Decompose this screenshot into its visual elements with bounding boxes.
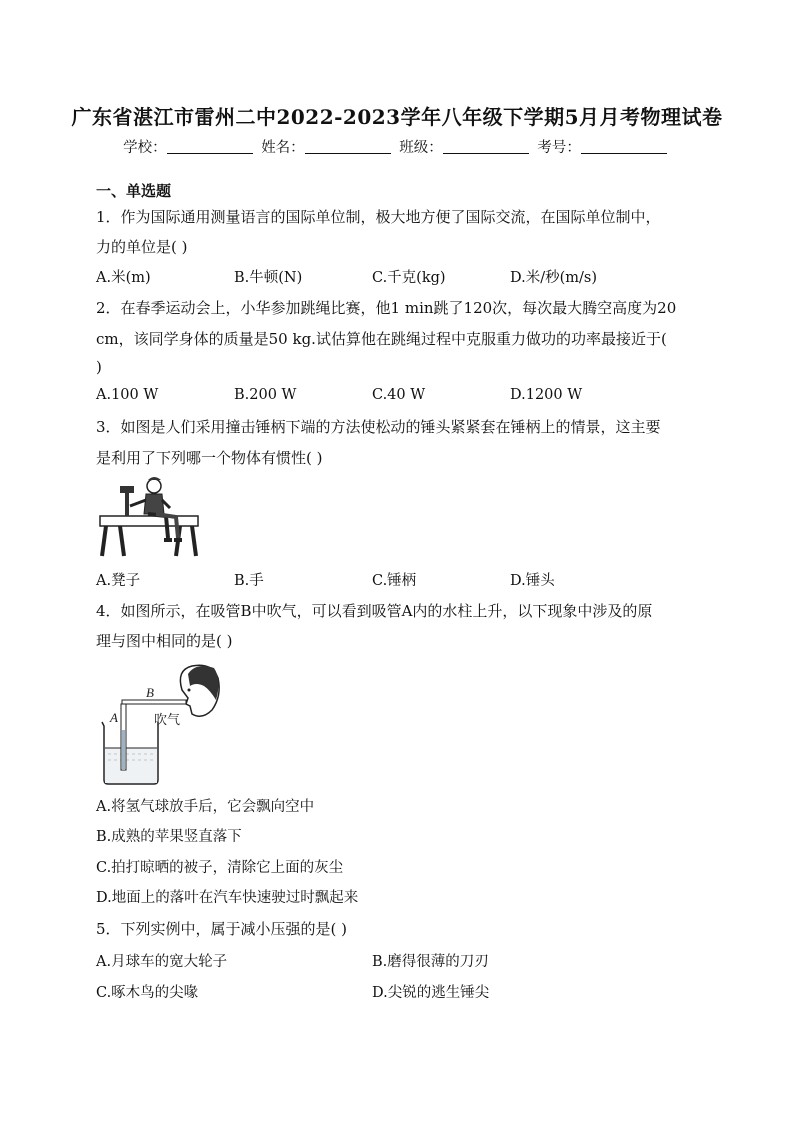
q1-stem-line2: 力的单位是( ) xyxy=(96,238,188,256)
class-label: 班级： xyxy=(399,140,443,156)
q4-option-a: A.将氢气球放手后，它会飘向空中 xyxy=(96,799,315,815)
q3-stem-line2: 是利用了下列哪一个物体有惯性( ) xyxy=(96,449,323,467)
q2-stem-line3: ) xyxy=(96,358,102,376)
q4-option-b: B.成熟的苹果竖直落下 xyxy=(96,829,242,845)
hammer-bench-illustration xyxy=(96,476,202,560)
q2-option-b: B.200 W xyxy=(234,387,297,403)
q3-option-d: D.锤头 xyxy=(510,573,555,589)
label-b: B xyxy=(146,685,154,700)
q5-option-b: B.磨得很薄的刀刃 xyxy=(372,954,489,970)
q1-option-d: D.米/秒(m/s) xyxy=(510,270,597,286)
school-blank xyxy=(167,139,253,154)
q4-option-d: D.地面上的落叶在汽车快速驶过时飘起来 xyxy=(96,890,359,906)
student-info-row xyxy=(0,136,794,157)
exam-number-label: 考号： xyxy=(537,140,581,156)
class-blank xyxy=(443,139,529,154)
page-title: 广东省湛江市雷州二中2022-2023学年八年级下学期5月月考物理试卷 xyxy=(71,105,723,129)
q5-option-a: A.月球车的宽大轮子 xyxy=(96,954,228,970)
q4-option-c: C.拍打晾晒的被子，清除它上面的灰尘 xyxy=(96,860,344,876)
q5-stem-line1: 5．下列实例中，属于减小压强的是( ) xyxy=(96,920,348,938)
label-a: A xyxy=(110,710,118,725)
label-blow: 吹气 xyxy=(154,713,181,728)
q3-option-a: A.凳子 xyxy=(96,573,141,589)
straw-blowing-illustration xyxy=(96,660,226,786)
q3-option-b: B.手 xyxy=(234,573,264,589)
q1-stem-line1: 1．作为国际通用测量语言的国际单位制，极大地方便了国际交流，在国际单位制中， xyxy=(96,208,661,226)
school-label: 学校： xyxy=(123,140,167,156)
q3-option-c: C.锤柄 xyxy=(372,573,417,589)
q2-stem-line2: cm，该同学身体的质量是50 kg.试估算他在跳绳过程中克服重力做功的功率最接近于( xyxy=(96,330,667,348)
q1-option-a: A.米(m) xyxy=(96,270,151,286)
name-blank xyxy=(305,139,391,154)
q1-option-b: B.牛顿(N) xyxy=(234,270,303,286)
q5-option-c: C.啄木鸟的尖喙 xyxy=(96,985,199,1001)
exam-number-blank xyxy=(581,139,667,154)
q2-stem-line1: 2．在春季运动会上，小华参加跳绳比赛，他1 min跳了120次，每次最大腾空高度为20 xyxy=(96,299,677,317)
name-label: 姓名： xyxy=(261,140,305,156)
q2-option-d: D.1200 W xyxy=(510,387,583,403)
q3-stem-line1: 3．如图是人们采用撞击锤柄下端的方法使松动的锤头紧紧套在锤柄上的情景，这主要 xyxy=(96,418,661,436)
q4-stem-line1: 4．如图所示，在吸管B中吹气，可以看到吸管A内的水柱上升，以下现象中涉及的原 xyxy=(96,602,653,620)
section-heading: 一、单选题 xyxy=(96,182,172,200)
q2-option-a: A.100 W xyxy=(96,387,159,403)
q4-stem-line2: 理与图中相同的是( ) xyxy=(96,632,233,650)
q5-option-d: D.尖锐的逃生锤尖 xyxy=(372,985,490,1001)
q1-option-c: C.千克(kg) xyxy=(372,270,446,286)
q2-option-c: C.40 W xyxy=(372,387,426,403)
